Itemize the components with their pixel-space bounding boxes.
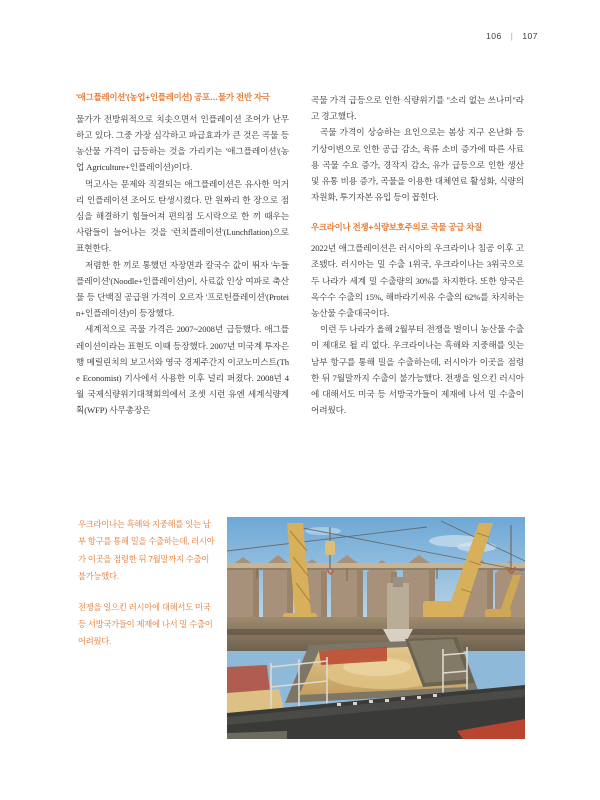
- column-left: [76, 92, 289, 419]
- paragraph: 곡물 가격이 상승하는 요인으로는 봄상 지구 온난화 등 기상이변으로 인한 공급 감소, 육류 소비 증가에 따른 사료용 곡물 수요 증가, 경작지 감소, 유가 급등으로 인한 생산 및 유통 비용 증가, 곡물을 이용한 대체연료 활성화, 식량의 자원화, 투기자본 유입 등이 꼽힌다.: [311, 127, 524, 203]
- photo-illustration: [227, 517, 525, 739]
- folio-right-page: 107: [522, 31, 538, 41]
- photo-grain-ship-loading: [227, 517, 525, 739]
- column-right: [311, 92, 524, 419]
- article-columns: [76, 92, 524, 419]
- paragraph: 이런 두 나라가 올해 2월부터 전쟁을 벌이니 농산물 수출이 제대로 될 리 없다. 우크라이나는 흑해와 지중해를 잇는 남부 항구를 통해 밀을 수출하는데, 러시아가 이곳을 점령한 뒤 7월말까지 수출이 불가능했다. 전쟁을 일으킨 러시아에 대해서도 미국 등 서방국가들이 제재에 나서 밀 수출이 어려웠다.: [311, 324, 524, 416]
- section-heading-agflation: '애그플레이션'(농업+인플레이션) 공포…물가 전반 자극: [76, 92, 270, 102]
- paragraph: 저렴한 한 끼로 통했던 자장면과 칼국수 값이 뛰자 '누들플레이션'(Noodle+인플레이션)이, 사료값 인상 여파로 축산물 등 단백질 공급원 가격이 오르자 '프로틴플레이션'(Protein+인플레이션)이 등장했다.: [76, 259, 289, 319]
- paragraph: 먹고사는 문제와 직결되는 애그플레이션은 유사한 먹거리 인플레이션 조어도 탄생시켰다. 만 원짜리 한 장으로 점심을 해결하기 힘들어져 편의점 도시락으로 한 끼 때우는 사람들이 늘어나는 것을 '런치플레이션'(Lunchflation)으로 표현한다.: [76, 178, 289, 254]
- paragraph-continuation: 곡물 가격 급등으로 인한 식량위기를 "소리 없는 쓰나미"라고 경고했다.: [311, 95, 524, 122]
- paragraph: 2022년 애그플레이션은 러시아의 우크라이나 침공 이후 고조됐다. 러시아는 밀 수출 1위국, 우크라이나는 3위국으로 두 나라가 세계 밀 수출량의 30%를 차지한다. 또한 양국은 옥수수 수출의 15%, 해바라기씨유 수출의 62%를 차지하는 농산물 수출대국이다.: [311, 243, 524, 318]
- caption-line-1: 우크라이나는 흑해와 지중해를 잇는 남부 항구를 통해 밀을 수출하는데, 러시아가 이곳을 점령한 뒤 7월말까지 수출이 불가능했다.: [78, 519, 215, 582]
- folio-separator: |: [510, 31, 514, 41]
- paragraph: 물가가 전방위적으로 치솟으면서 인플레이션 조어가 난무하고 있다. 그중 가장 심각하고 파급효과가 큰 것은 곡물 등 농산물 가격이 급등하는 것을 가리키는 '애그플레이션'(농업 Agriculture+인플레이션)이다.: [76, 113, 289, 173]
- folio-left-page: 106: [486, 31, 502, 41]
- paragraph: 세계적으로 곡물 가격은 2007~2008년 급등했다. 애그플레이션이라는 표현도 이때 등장했다. 2007년 미국계 투자은행 메릴린치의 보고서와 영국 경제주간지 이코노미스트(The Economist) 기사에서 사용한 이후 널리 퍼졌다. 2008년 4월 국제식량위기대책회의에서 조셋 시런 유엔 세계식량계획(WFP) 사무총장은: [76, 324, 289, 416]
- section-heading-ukraine-war: 우크라이나 전쟁+식량보호주의로 곡물 공급 차질: [311, 222, 483, 233]
- photo-caption: [78, 516, 218, 651]
- caption-line-2: 전쟁을 일으킨 러시아에 대해서도 미국 등 서방국가들이 제재에 나서 밀 수출이 어려웠다.: [78, 601, 213, 647]
- folio: [486, 31, 538, 41]
